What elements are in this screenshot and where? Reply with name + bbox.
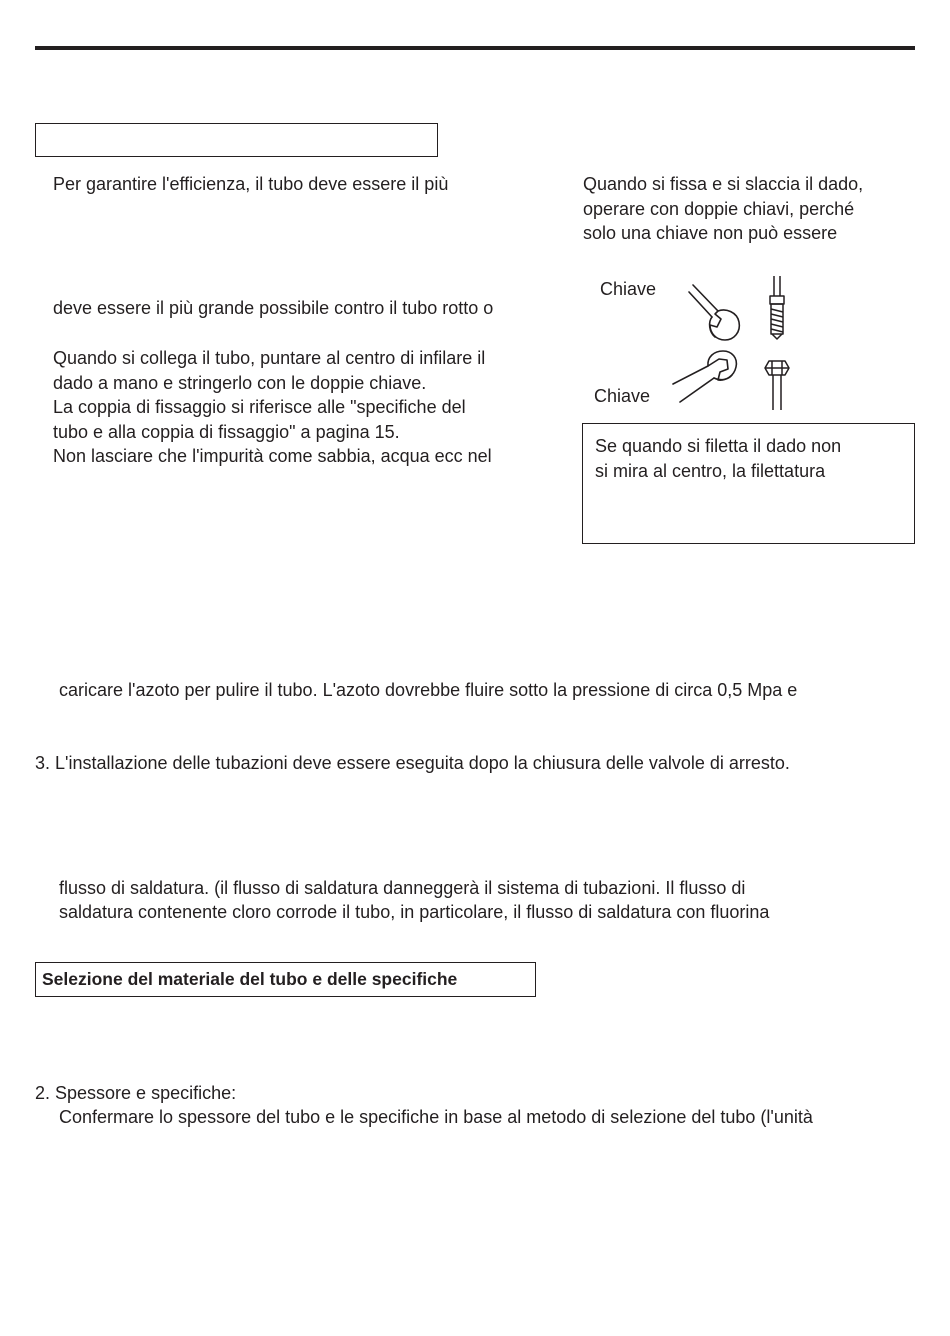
list-item-3: 3. L'installazione delle tubazioni deve essere eseguita dopo la chiusura delle valvole di arresto. — [35, 753, 790, 773]
wrench-icon — [670, 348, 750, 408]
nitrogen-text: caricare l'azoto per pulire il tubo. L'azoto dovrebbe fluire sotto la pressione di circa 0,5 Mpa e — [59, 680, 798, 700]
wrench-icon — [660, 282, 750, 348]
left-paragraph-line: Quando si collega il tubo, puntare al centro di infilare il — [53, 348, 486, 368]
flare-nut-pipe-icon — [760, 276, 794, 340]
left-paragraph-line: tubo e alla coppia di fissaggio" a pagina 15. — [53, 421, 400, 442]
note-line: Se quando si filetta il dado non — [595, 436, 842, 456]
left-text-line-2: deve essere il più grande possibile contro il tubo rotto o — [53, 298, 494, 318]
section-heading-box — [35, 123, 438, 157]
right-paragraph-line: solo una chiave non può essere — [583, 223, 838, 243]
flux-text-line: saldatura contenente cloro corrode il tubo, in particolare, il flusso di saldatura con fluorina — [59, 902, 770, 922]
flux-text-line: flusso di saldatura. (il flusso di saldatura danneggerà il sistema di tubazioni. Il flusso di — [59, 878, 746, 898]
list-item-2-title: 2. Spessore e specifiche: — [35, 1083, 237, 1103]
wrench-label-bottom: Chiave — [594, 386, 651, 406]
section-heading — [35, 962, 536, 997]
left-text-line-1: Per garantire l'efficienza, il tubo deve essere il più — [53, 174, 449, 194]
right-paragraph-line: operare con doppie chiavi, perché — [583, 199, 855, 219]
section-heading-text: Selezione del materiale del tubo e delle specifiche — [42, 969, 458, 989]
right-paragraph-line: Quando si fissa e si slaccia il dado, — [583, 174, 864, 194]
left-paragraph-line: dado a mano e stringerlo con le doppie chiave. — [53, 372, 427, 393]
note-line: si mira al centro, la filettatura — [595, 461, 826, 481]
nut-pipe-icon — [760, 357, 794, 411]
wrench-label-top: Chiave — [600, 279, 657, 299]
left-paragraph-line: Non lasciare che l'impurità come sabbia, acqua ecc nel — [53, 446, 492, 466]
left-paragraph-line: La coppia di fissaggio si riferisce alle "specifiche del — [53, 397, 466, 417]
header-rule — [35, 46, 915, 50]
list-item-2-text: Confermare lo spessore del tubo e le specifiche in base al metodo di selezione del tubo (l'unità — [59, 1107, 813, 1127]
